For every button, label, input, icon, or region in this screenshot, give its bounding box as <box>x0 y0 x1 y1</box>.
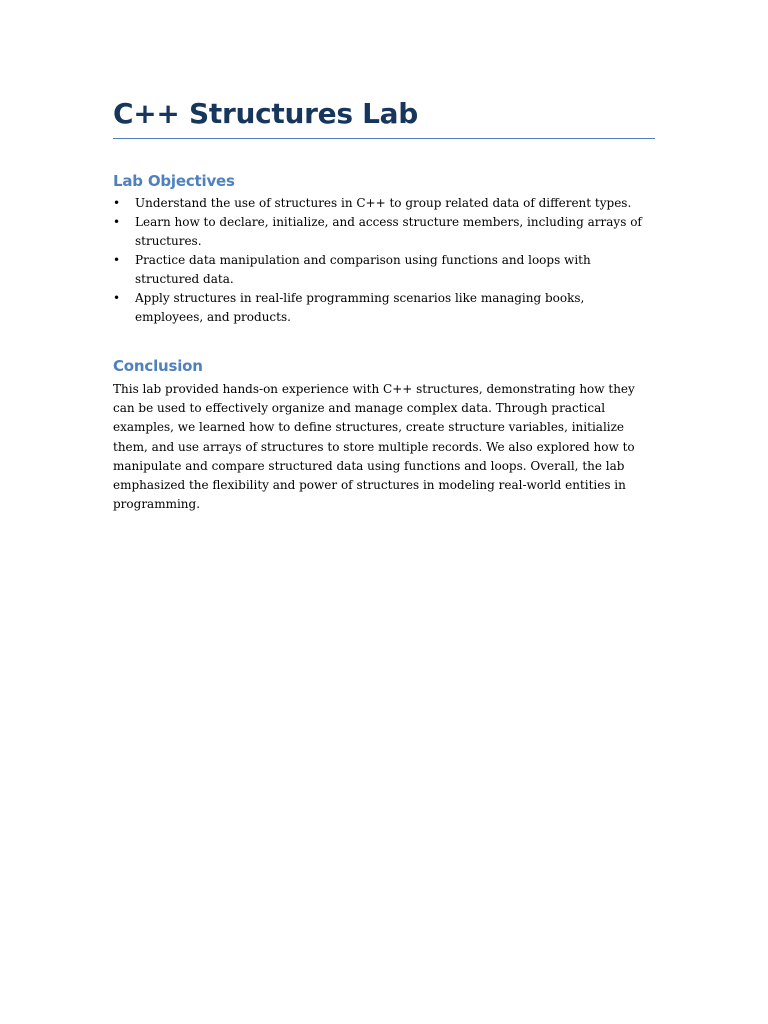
objectives-list <box>113 194 655 327</box>
document-page <box>113 96 655 514</box>
bullet-icon: • <box>113 291 121 305</box>
bullet-icon: • <box>113 215 121 229</box>
objective-item <box>113 289 655 327</box>
objective-text: Practice data manipulation and comparison using functions and loops with structured data. <box>135 253 591 286</box>
objective-item <box>113 213 655 251</box>
conclusion-paragraph: This lab provided hands-on experience with C++ structures, demonstrating how they can be used to effectively organize and manage complex data. Through practical examples, we learned how to define structures, create structure variables, initialize them, and use arrays of structures to store multiple records. We also explored how to manipulate and compare structured data using functions and loops. Overall, the lab emphasized the flexibility and power of structures in modeling real-world entities in programming. <box>113 382 635 512</box>
objective-item <box>113 194 655 213</box>
objective-text: Apply structures in real-life programming scenarios like managing books, employees, and products. <box>135 291 585 324</box>
conclusion-heading: Conclusion <box>113 357 203 375</box>
objectives-heading: Lab Objectives <box>113 172 235 190</box>
bullet-icon: • <box>113 196 121 210</box>
objective-item <box>113 251 655 289</box>
objective-text: Understand the use of structures in C++ to group related data of different types. <box>135 196 632 210</box>
bullet-icon: • <box>113 253 121 267</box>
page-title: C++ Structures Lab <box>113 96 655 139</box>
objective-text: Learn how to declare, initialize, and access structure members, including arrays of structures. <box>135 215 642 248</box>
